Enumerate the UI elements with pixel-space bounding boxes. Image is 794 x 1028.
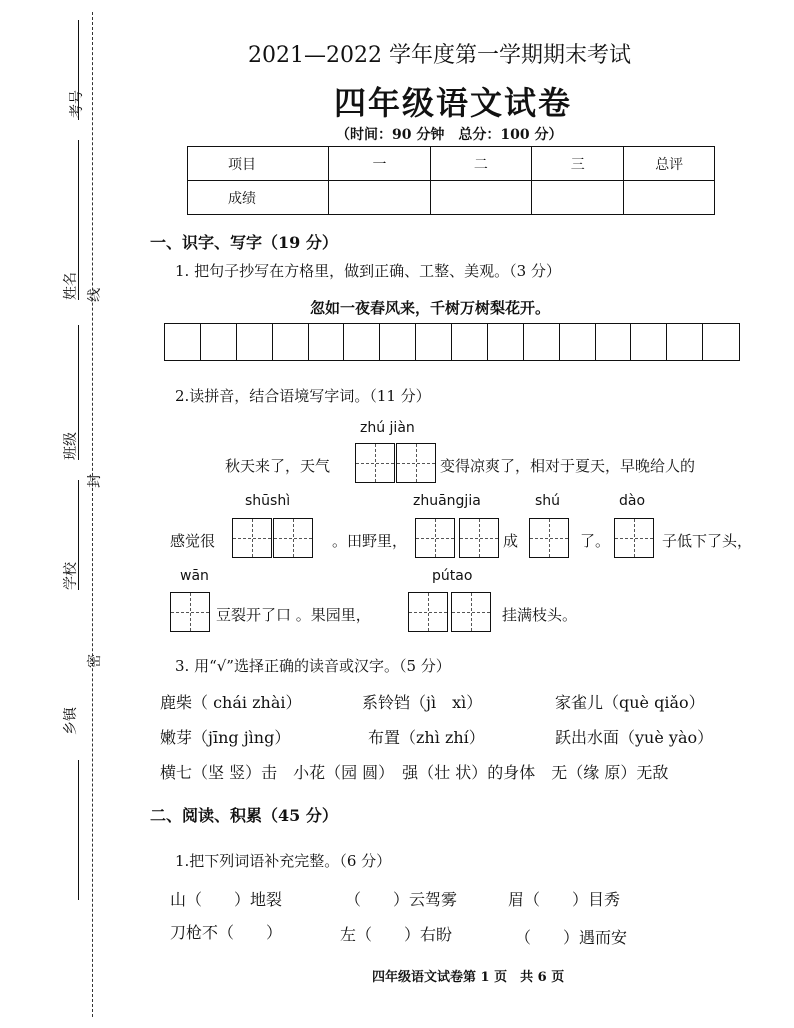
copy-grid-cell[interactable] bbox=[702, 323, 739, 361]
exam-header: 2021—2022 学年度第一学期期末考试 bbox=[248, 43, 631, 68]
score-row-label: 成绩 bbox=[188, 181, 329, 215]
q3-line-3[interactable]: 横七（坚 竖）击 小花（园 圆） 强（壮 状）的身体 无（缘 原）无敌 bbox=[160, 763, 669, 782]
q1-prompt: 1. 把句子抄写在方格里，做到正确、工整、美观。（3 分） bbox=[175, 262, 561, 280]
name-underline[interactable] bbox=[78, 140, 79, 300]
q3-item-1[interactable]: 鹿柴（ chái zhài） bbox=[160, 693, 302, 712]
school-label: 学校 bbox=[63, 562, 79, 590]
idiom-6[interactable]: （ ）遇而安 bbox=[515, 928, 628, 947]
copy-grid-cell[interactable] bbox=[487, 323, 524, 361]
binding-dashed-line bbox=[92, 12, 93, 1017]
idiom-1[interactable]: 山（ ）地裂 bbox=[170, 890, 283, 909]
score-table bbox=[187, 146, 715, 215]
score-cell-1[interactable] bbox=[329, 181, 430, 215]
write-box-shushi-2[interactable] bbox=[273, 518, 313, 558]
write-box-zhujian-2[interactable] bbox=[396, 443, 436, 483]
write-box-shu[interactable] bbox=[529, 518, 569, 558]
seal-dense-char: 密 bbox=[87, 654, 103, 668]
section1-heading: 一、识字、写字（19 分） bbox=[150, 233, 338, 252]
pinyin-zhuangjia: zhuāngjia bbox=[413, 493, 481, 509]
idiom-2[interactable]: （ ）云驾雾 bbox=[345, 890, 458, 909]
copy-grid-cell[interactable] bbox=[236, 323, 273, 361]
q2-text-4: 。田野里， bbox=[332, 532, 408, 550]
pinyin-putao: pútao bbox=[432, 568, 473, 584]
idiom-4[interactable]: 刀枪不（ ） bbox=[170, 923, 283, 942]
copy-grid-cell[interactable] bbox=[308, 323, 345, 361]
q3-item-3[interactable]: 家雀儿（què qiǎo） bbox=[555, 693, 705, 712]
copy-grid-cell[interactable] bbox=[272, 323, 309, 361]
write-box-zhuangjia-1[interactable] bbox=[415, 518, 455, 558]
pinyin-shu: shú bbox=[535, 493, 561, 509]
score-header-total: 总评 bbox=[624, 147, 715, 181]
exam-meta: （时间：90 分钟 总分：100 分） bbox=[336, 127, 563, 143]
score-header-3: 三 bbox=[532, 147, 624, 181]
copy-grid-cell[interactable] bbox=[379, 323, 416, 361]
q3-item-2[interactable]: 系铃铛（jì xì） bbox=[362, 693, 483, 712]
town-label: 乡镇 bbox=[63, 707, 79, 735]
write-box-putao-2[interactable] bbox=[451, 592, 491, 632]
copy-grid[interactable] bbox=[164, 323, 738, 361]
town-underline[interactable] bbox=[78, 760, 79, 900]
copy-grid-cell[interactable] bbox=[630, 323, 667, 361]
q3-item-5[interactable]: 布置（zhì zhí） bbox=[368, 728, 485, 747]
idiom-3[interactable]: 眉（ ）目秀 bbox=[508, 890, 621, 909]
q2-text-5: 成 bbox=[503, 532, 519, 550]
score-header-item: 项目 bbox=[188, 147, 329, 181]
paper-title: 四年级语文试卷 bbox=[334, 84, 573, 122]
q2-text-7: 子低下了头， bbox=[662, 532, 753, 550]
copy-grid-cell[interactable] bbox=[666, 323, 703, 361]
write-box-putao-1[interactable] bbox=[408, 592, 448, 632]
school-underline[interactable] bbox=[78, 480, 79, 590]
q2-text-2: 变得凉爽了，相对于夏天，早晚给人的 bbox=[440, 457, 696, 475]
write-box-dao[interactable] bbox=[614, 518, 654, 558]
q2-text-3: 感觉很 bbox=[170, 532, 216, 550]
name-label: 姓名 bbox=[63, 272, 79, 300]
q1-sentence: 忽如一夜春风来，千树万树梨花开。 bbox=[310, 299, 551, 317]
score-header-2: 二 bbox=[430, 147, 531, 181]
q2-text-1: 秋天来了，天气 bbox=[225, 457, 331, 475]
class-label: 班级 bbox=[63, 432, 79, 460]
q2-text-9: 挂满枝头。 bbox=[502, 606, 578, 624]
copy-grid-cell[interactable] bbox=[595, 323, 632, 361]
score-cell-total[interactable] bbox=[624, 181, 715, 215]
q3-prompt: 3. 用“√”选择正确的读音或汉字。（5 分） bbox=[175, 657, 451, 675]
q2-prompt: 2.读拼音，结合语境写字词。（11 分） bbox=[175, 387, 431, 405]
q3-item-6[interactable]: 跃出水面（yuè yào） bbox=[555, 728, 714, 747]
seal-seal-char: 封 bbox=[87, 474, 103, 488]
write-box-zhujian-1[interactable] bbox=[355, 443, 395, 483]
score-cell-2[interactable] bbox=[430, 181, 531, 215]
q2-text-6: 了。 bbox=[580, 532, 611, 550]
section2-heading: 二、阅读、积累（45 分） bbox=[150, 806, 338, 825]
copy-grid-cell[interactable] bbox=[415, 323, 452, 361]
copy-grid-cell[interactable] bbox=[200, 323, 237, 361]
write-box-wan[interactable] bbox=[170, 592, 210, 632]
q3-item-4[interactable]: 嫩芽（jīng jìng） bbox=[160, 728, 291, 747]
exam-number-label: 考号 bbox=[69, 90, 85, 118]
copy-grid-cell[interactable] bbox=[343, 323, 380, 361]
seal-line-char: 线 bbox=[87, 288, 103, 302]
idiom-5[interactable]: 左（ ）右盼 bbox=[340, 925, 453, 944]
copy-grid-cell[interactable] bbox=[164, 323, 201, 361]
pinyin-dao: dào bbox=[619, 493, 646, 509]
copy-grid-cell[interactable] bbox=[451, 323, 488, 361]
pinyin-shushi: shūshì bbox=[245, 493, 291, 509]
page-footer: 四年级语文试卷第 1 页 共 6 页 bbox=[372, 970, 565, 985]
score-cell-3[interactable] bbox=[532, 181, 624, 215]
pinyin-wan: wān bbox=[180, 568, 209, 584]
class-underline[interactable] bbox=[78, 325, 79, 460]
pinyin-zhujian: zhú jiàn bbox=[360, 420, 415, 436]
write-box-shushi-1[interactable] bbox=[232, 518, 272, 558]
s2-q1-prompt: 1.把下列词语补充完整。（6 分） bbox=[175, 852, 392, 870]
copy-grid-cell[interactable] bbox=[559, 323, 596, 361]
q2-text-8: 豆裂开了口 。果园里， bbox=[216, 606, 371, 624]
copy-grid-cell[interactable] bbox=[523, 323, 560, 361]
write-box-zhuangjia-2[interactable] bbox=[459, 518, 499, 558]
exam-number-underline[interactable] bbox=[78, 20, 79, 120]
score-header-1: 一 bbox=[329, 147, 430, 181]
